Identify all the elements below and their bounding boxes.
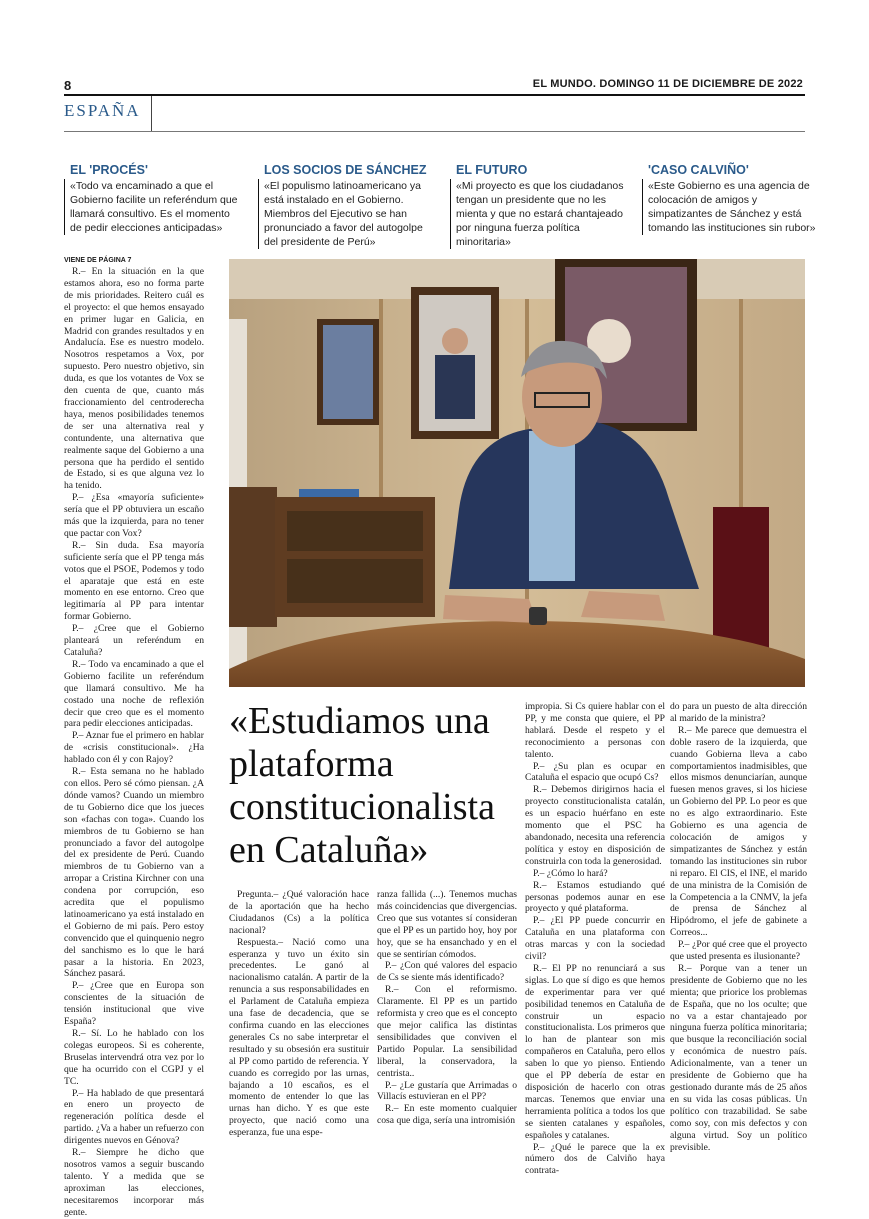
paragraph: R.– Siempre he dicho que nosotros vamos a seguir buscando talento. Y a medida que se aproximan las elecciones, necesitaremos incorporar más gente. <box>64 1147 204 1218</box>
paragraph: R.– Esta semana no he hablado con ellos. Pero sé cómo piensan. ¿A dónde vamos? Cuando un miembro de tu Gobierno dice que los jueces son «fachas con toga». Cuando los miembros de tu Gobierno se han pronunciado a favor del autogolpe del ex presidente de Perú. Cuando miembros de tu Gobierno van a arropar a Cristina Kirchner con una condena por corrupción, eso acredita que el populismo latinoamericano ya está instalado en el Gobierno de mi país. Pero estoy convencido que el quinquenio negro del sanchismo es lo que le hará pasar a la historia. En 2023, Sánchez pasará. <box>64 766 204 980</box>
paragraph: ranza fallida (...). Tenemos muchas más coincidencias que divergencias. Creo que sus votantes sí consideran que el PP es un partido hoy, hoy por hoy, que se ha ensanchado y en el que se sentirían cómodos. <box>377 889 517 960</box>
paragraph: R.– En la situación en la que estamos ahora, eso no forma parte de mis prioridades. Reitero cuál es el proyecto: el que hemos ensayado en primer lugar en Galicia, en Madrid con grandes resultados y en Andalucía. Ese es nuestro modelo. Nosotros respetamos a Vox, por supuesto. Pero nuestro objetivo, sin duda, es que los votantes de Vox se den cuenta de que, cuanto más fraccionamiento del centroderecha haya, menos posibilidades tenemos de ser una alternativa real y contundente, una alternativa que realmente saque del Gobierno a una persona que ha perdido el sentido de Estado, si es que alguna vez lo ha tenido. <box>64 266 204 492</box>
paragraph: P.– ¿Le gustaría que Arrimadas o Villacís estuvieran en el PP? <box>377 1079 517 1103</box>
headline: «Estudiamos una plataforma constitucionalista en Cataluña» <box>229 700 495 871</box>
paragraph: impropia. Si Cs quiere hablar con el PP, y me consta que quiere, el PP hablará. Desde el respeto y el reconocimiento a personas con talento. <box>525 701 665 760</box>
kicker-text: «Este Gobierno es una agencia de colocación de amigos y simpatizantes de Sánchez y está tomando las instituciones sin rubor» <box>642 179 820 235</box>
paragraph: P.– ¿Esa «mayoría suficiente» sería que el PP obtuviera un escaño más que la izquierda, para no tener que pactar con Vox? <box>64 492 204 539</box>
kicker-socios <box>264 163 436 249</box>
kicker-title: EL 'PROCÉS' <box>70 163 148 177</box>
masthead: EL MUNDO. DOMINGO 11 DE DICIEMBRE DE 2022 <box>532 78 803 90</box>
paragraph: R.– Estamos estudiando qué personas podemos aunar en ese proyecto y qué plataforma. <box>525 879 665 915</box>
paragraph: Pregunta.– ¿Qué valoración hace de la aportación que ha hecho Ciudadanos (Cs) a la política nacional? <box>229 889 369 936</box>
paragraph: P.– ¿Su plan es ocupar en Cataluña el espacio que ocupó Cs? <box>525 760 665 784</box>
paragraph: R.– Todo va encaminado a que el Gobierno facilite un referéndum que llamará consultivo. Me ha costado una noche de reflexión decir que creo que es el momento para pedir elecciones anticipadas. <box>64 658 204 730</box>
top-rule <box>64 94 805 96</box>
interview-photo <box>229 259 805 687</box>
paragraph: P.– ¿Qué le parece que la ex número dos de Calviño haya contrata- <box>525 1141 665 1177</box>
kicker-calvino <box>648 163 820 235</box>
paragraph: P.– ¿Por qué cree que el proyecto que usted presenta es ilusionante? <box>670 939 807 963</box>
paragraph: P.– ¿Cree que el Gobierno planteará un referéndum en Cataluña? <box>64 623 204 658</box>
paragraph: R.– Debemos dirigirnos hacia el proyecto constitucionalista catalán, es un espacio huérfano en este momento que el PSC ha abandonado, necesita una referencia política y estoy en disposición de construirla con toda la generosidad. <box>525 784 665 867</box>
paragraph: P.– ¿Con qué valores del espacio de Cs se siente más identificado? <box>377 960 517 984</box>
paragraph: do para un puesto de alta dirección al marido de la ministra? <box>670 701 807 724</box>
page-number: 8 <box>64 78 72 93</box>
kicker-text: «Todo va encaminado a que el Gobierno facilite un referéndum que llamará consultivo. Es el momento de pedir elecciones anticipadas» <box>64 179 242 235</box>
paragraph: R.– En este momento cualquier cosa que diga, sería una intromisión <box>377 1103 517 1127</box>
paragraph: R.– Sin duda. Esa mayoría suficiente sería que el PP tenga más votos que el PSOE, Podemos y todo el aparataje que está en este momento en ese entorno. Creo que legitimaría al PP para intentar formar Gobierno. <box>64 539 204 623</box>
section-label: ESPAÑA <box>64 101 141 120</box>
paragraph: R.– Sí. Lo he hablado con los colegas europeos. Si es coherente, Bruselas intervendrá otra vez por lo que ha ocurrido con el CGPJ y el TC. <box>64 1028 204 1087</box>
paragraph: R.– Me parece que demuestra el doble rasero de la izquierda, que cuando Gobierna lleva a cabo comportamientos inadmisibles, que ellos mismos denunciarían, aunque fuesen menos graves, si los hiciese un Gobierno del PP. Lo peor es que no es algo extraordinario. Este Gobierno es una agencia de colocación de amigos y simpatizantes de Sánchez y están tomando las instituciones sin rubor ni reparo. El CIS, el INE, el marido de una ministra de la Comisión de la Competencia a la CNMV, la jefa de prensa de Sánchez al Hipódromo, el jefe de gabinete a Correos... <box>670 724 807 939</box>
kicker-title: LOS SOCIOS DE SÁNCHEZ <box>264 163 427 177</box>
paragraph: R.– Porque van a tener un presidente de Gobierno que no les mienta; que priorice los problemas de España, que no los oculte; que no va a estar chantajeado por ninguna fuerza política minoritaria; que busque la reconciliación social y económica de nuestro país. Adicionalmente, van a tener un presidente de Gobierno que ha gestionado durante más de 25 años en su vida las cosas públicas. Un político con trazabilidad. Se sabe como soy, con mis defectos y con alguna virtud. Soy un político previsible. <box>670 962 807 1153</box>
bottom-column-2 <box>377 889 517 1127</box>
bottom-column-1 <box>229 889 369 1139</box>
paragraph: P.– ¿Cree que en Europa son conscientes de la situación de tensión institucional que vive España? <box>64 980 204 1028</box>
bottom-column-4 <box>670 701 807 1153</box>
paragraph: P.– ¿Cómo lo hará? <box>533 867 608 879</box>
kicker-futuro <box>456 163 628 249</box>
paragraph: R.– El PP no renunciará a sus siglas. Lo que sí digo es que hemos de experimentar para ver qué posibilidad tenemos en Cataluña de construir un espacio constitucionalista. Los primeros que lo han de plantear son mis compañeros en Cataluña, pero ellos saben lo que yo pienso. Entiendo que el PP debería de estar en disposición de hacerlo con otras marcas. Tenemos que enviar una herramienta política a todos los que se sienten catalanes y españoles, españoles y catalanes. <box>525 962 665 1141</box>
paragraph: Respuesta.– Nació como una esperanza y tuvo un éxito sin precedentes. Le ganó al nacionalismo catalán. A partir de la renuncia a sus responsabilidades en el Parlament de Cataluña empieza una fase de decadencia, que se confirma cuando en las elecciones generales Cs no sabe interpretar el resultado y su obsesión era sustituir al PP como partido de referencia. Y cuando es corregido por las urnas, bajando a 10 escaños, es el momento de entender lo que las urnas han dicho. Y es que este proyecto, que nació como una esperanza, fue una espe- <box>229 936 369 1139</box>
kicker-text: «Mi proyecto es que los ciudadanos tengan un presidente que no les mienta y que no estará chantajeado por ninguna fuerza política minoritaria» <box>450 179 628 249</box>
paragraph: P.– Ha hablado de que presentará en enero un proyecto de regeneración política desde el partido. ¿Va a haber un refuerzo con dirigentes nuevos en Génova? <box>64 1087 204 1147</box>
kicker-proces <box>70 163 242 235</box>
paragraph: P.– Aznar fue el primero en hablar de «crisis constitucional». ¿Ha hablado con él y con Rajoy? <box>64 730 204 766</box>
kicker-title: EL FUTURO <box>456 163 528 177</box>
continued-from-label: VIENE DE PÁGINA 7 <box>64 257 132 264</box>
bottom-column-3 <box>525 701 665 1177</box>
left-column <box>64 257 204 1219</box>
kicker-text: «El populismo latinoamericano ya está instalado en el Gobierno. Miembros del Ejecutivo se han pronunciado a favor del autogolpe del presidente de Perú» <box>258 179 436 249</box>
paragraph: R.– Con el reformismo. Claramente. El PP es un partido reformista y creo que es el concepto que mejor califica las distintas sensibilidades que conviven el Partido Popular. La sensibilidad liberal, la conservadora, la centrista.. <box>377 984 517 1079</box>
paragraph: P.– ¿El PP puede concurrir en Cataluña en una plataforma con otras marcas y con la sociedad civil? <box>525 915 665 963</box>
kicker-title: 'CASO CALVIÑO' <box>648 163 749 177</box>
section-separator <box>151 96 152 132</box>
section-rule <box>64 131 805 132</box>
